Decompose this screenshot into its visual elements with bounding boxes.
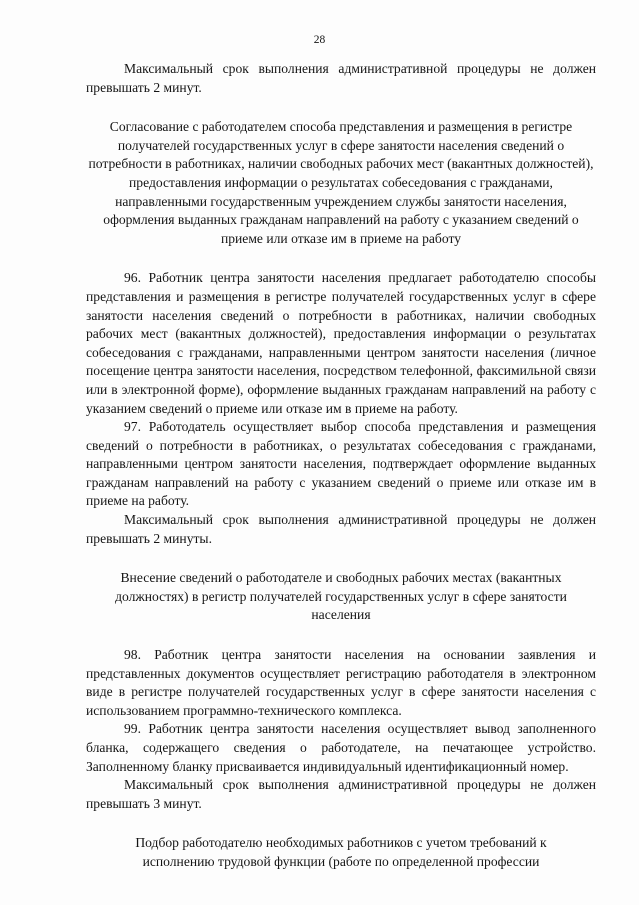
- paragraph-max-time-3-minutes: Максимальный срок выполнения административной процедуры не должен превышать 3 минут.: [86, 777, 596, 811]
- paragraph-max-time-2-minutes-b: Максимальный срок выполнения административной процедуры не должен превышать 2 минуты.: [86, 512, 596, 546]
- paragraph-97: 97. Работодатель осуществляет выбор способа представления и размещения сведений о потребности в работниках, о результатах собеседования с гражданами, направленными центром занятости населения, подтверждает оформление выданных гражданам направлений на работу с указанием сведений о приеме или отказе им в приеме на работу.: [86, 419, 596, 509]
- paragraph-96: 96. Работник центра занятости населения предлагает работодателю способы представления и размещения в регистре получателей государственных услуг в сфере занятости населения сведений о потребности в работниках, наличии свободных рабочих мест (вакантных должностей), предоставления информации о результатах собеседования с гражданами, направленными центром занятости населения (личное посещение центра занятости населения, посредством телефонной, факсимильной связи или в электронной форме), оформление выданных гражданам направлений на работу с указанием сведений о приеме или отказе им в приеме на работу.: [86, 270, 596, 416]
- page-number: 28: [313, 34, 326, 46]
- document-body: [86, 60, 596, 872]
- section-heading-selection: Подбор работодателю необходимых работников с учетом требований к исполнению трудовой функции (работе по определенной профессии: [135, 835, 547, 869]
- section-heading-agreement: Согласование с работодателем способа представления и размещения в регистре получателей государственных услуг в сфере занятости населения сведений о потребности в работниках, наличии свободных рабочих мест (вакантных должностей), предоставления информации о результатах собеседования с гражданами, направленными государственным учреждением службы занятости населения, оформления выданных гражданам направлений на работу с указанием сведений о приеме или отказе им в приеме на работу: [88, 119, 594, 246]
- paragraph-99: 99. Работник центра занятости населения осуществляет вывод заполненного бланка, содержащего сведения о работодателе, на печатающее устройство. Заполненному бланку присваивается индивидуальный идентификационный номер.: [86, 721, 596, 774]
- paragraph-max-time-2-minutes: Максимальный срок выполнения административной процедуры не должен превышать 2 минут.: [86, 61, 596, 95]
- section-heading-register: Внесение сведений о работодателе и свободных рабочих местах (вакантных должностях) в регистр получателей государственных услуг в сфере занятости населения: [115, 570, 567, 623]
- paragraph-98: 98. Работник центра занятости населения на основании заявления и представленных документов осуществляет регистрацию работодателя в электронном виде в регистре получателей государственных услуг в сфере занятости населения с использованием программно-технического комплекса.: [86, 647, 596, 718]
